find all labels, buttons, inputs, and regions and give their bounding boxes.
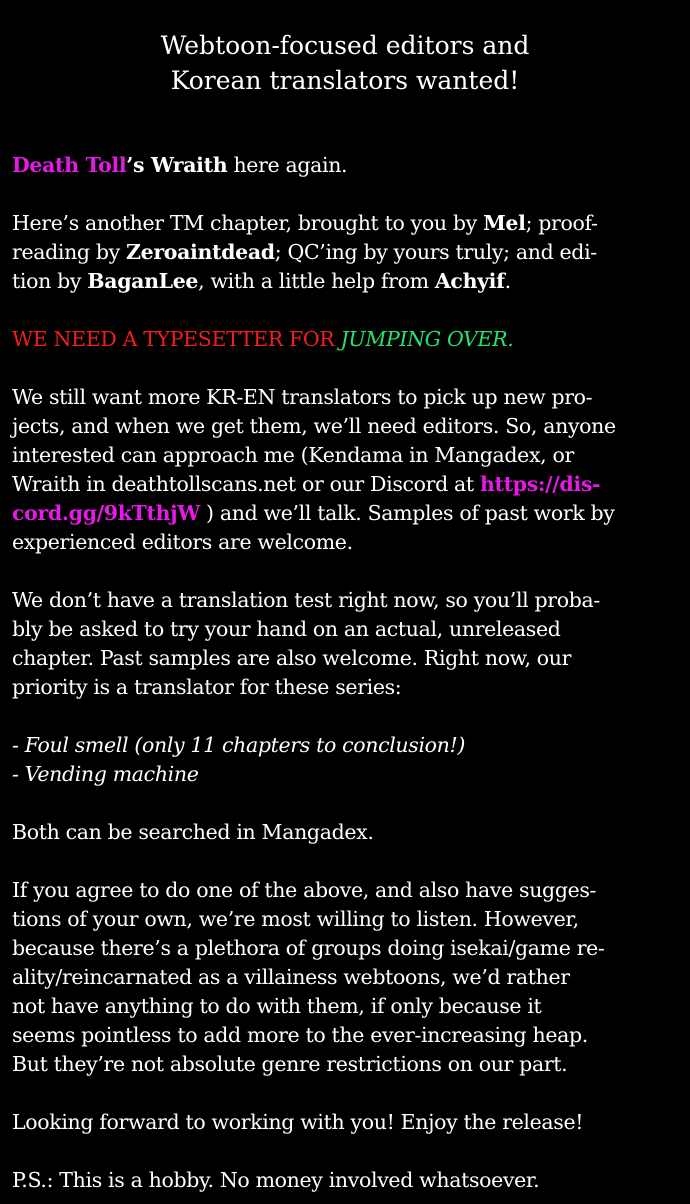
- proofreader-name: Zeroaintdead: [126, 240, 275, 264]
- recruit-text: ) and we’ll talk. Samples of past work by: [199, 501, 615, 525]
- search-note: Both can be searched in Mangadex.: [12, 820, 374, 844]
- author-name: Wraith: [151, 153, 228, 177]
- series-item-foul-smell: - Foul smell (only 11 chapters to conclusion!): [12, 733, 466, 757]
- suggestions-line-7: But they’re not absolute genre restrictions on our part.: [12, 1052, 568, 1076]
- credits-text: ; QC’ing by yours truly; and edi-: [274, 240, 597, 264]
- possessive: ’s: [126, 153, 152, 177]
- suggestions-line-3: because there’s a plethora of groups doing isekai/game re-: [12, 936, 605, 960]
- translator-name: Mel: [483, 211, 526, 235]
- test-line-2: bly be asked to try your hand on an actual, unreleased: [12, 617, 561, 641]
- announcement-body: [12, 151, 687, 1195]
- postscript-line: P.S.: This is a hobby. No money involved whatsoever.: [12, 1168, 540, 1192]
- intro-rest: here again.: [227, 153, 348, 177]
- suggestions-line-5: not have anything to do with them, if only because it: [12, 994, 542, 1018]
- credits-text: ; proof-: [525, 211, 598, 235]
- suggestions-line-4: ality/reincarnated as a villainess webtoons, we’d rather: [12, 965, 570, 989]
- suggestions-line-1: If you agree to do one of the above, and also have sugges-: [12, 878, 597, 902]
- test-line-4: priority is a translator for these series:: [12, 675, 402, 699]
- credits-text: .: [504, 269, 511, 293]
- test-line-1: We don’t have a translation test right now, so you’ll proba-: [12, 588, 600, 612]
- recruit-line-1: We still want more KR-EN translators to pick up new pro-: [12, 385, 593, 409]
- recruit-line-3: interested can approach me (Kendama in Mangadex, or: [12, 443, 574, 467]
- discord-link-part-1[interactable]: https://dis-: [479, 472, 601, 496]
- credits-text: Here’s another TM chapter, brought to you by: [12, 211, 484, 235]
- credits-line-3: [12, 267, 687, 296]
- recruit-line-4: [12, 470, 687, 499]
- editor-name: BaganLee: [87, 269, 199, 293]
- intro-line: [12, 151, 687, 180]
- suggestions-line-6: seems pointless to add more to the ever-increasing heap.: [12, 1023, 588, 1047]
- typesetter-notice: [12, 325, 687, 354]
- recruit-line-5: [12, 499, 687, 528]
- discord-link-part-2[interactable]: cord.gg/9kTthjW: [12, 501, 200, 525]
- title-line-2: Korean translators wanted!: [170, 66, 520, 95]
- notice-prefix: WE NEED A TYPESETTER FOR: [12, 327, 341, 351]
- title-line-1: Webtoon-focused editors and: [160, 31, 530, 60]
- credits-text: , with a little help from: [198, 269, 435, 293]
- test-line-3: chapter. Past samples are also welcome. Right now, our: [12, 646, 572, 670]
- credits-line-2: [12, 238, 687, 267]
- credits-line-1: [12, 209, 687, 238]
- group-name: Death Toll: [12, 153, 127, 177]
- credits-text: tion by: [12, 269, 88, 293]
- recruit-text: Wraith in deathtollscans.net or our Discord at: [12, 472, 480, 496]
- suggestions-line-2: tions of your own, we’re most willing to listen. However,: [12, 907, 579, 931]
- recruit-line-2: jects, and when we get them, we’ll need editors. So, anyone: [12, 414, 616, 438]
- page-title: [0, 28, 690, 98]
- helper-name: Achyif: [434, 269, 505, 293]
- closing-line: Looking forward to working with you! Enjoy the release!: [12, 1110, 584, 1134]
- credits-text: reading by: [12, 240, 127, 264]
- notice-series: JUMPING OVER.: [340, 327, 514, 351]
- series-item-vending-machine: - Vending machine: [12, 762, 199, 786]
- recruit-line-6: experienced editors are welcome.: [12, 530, 353, 554]
